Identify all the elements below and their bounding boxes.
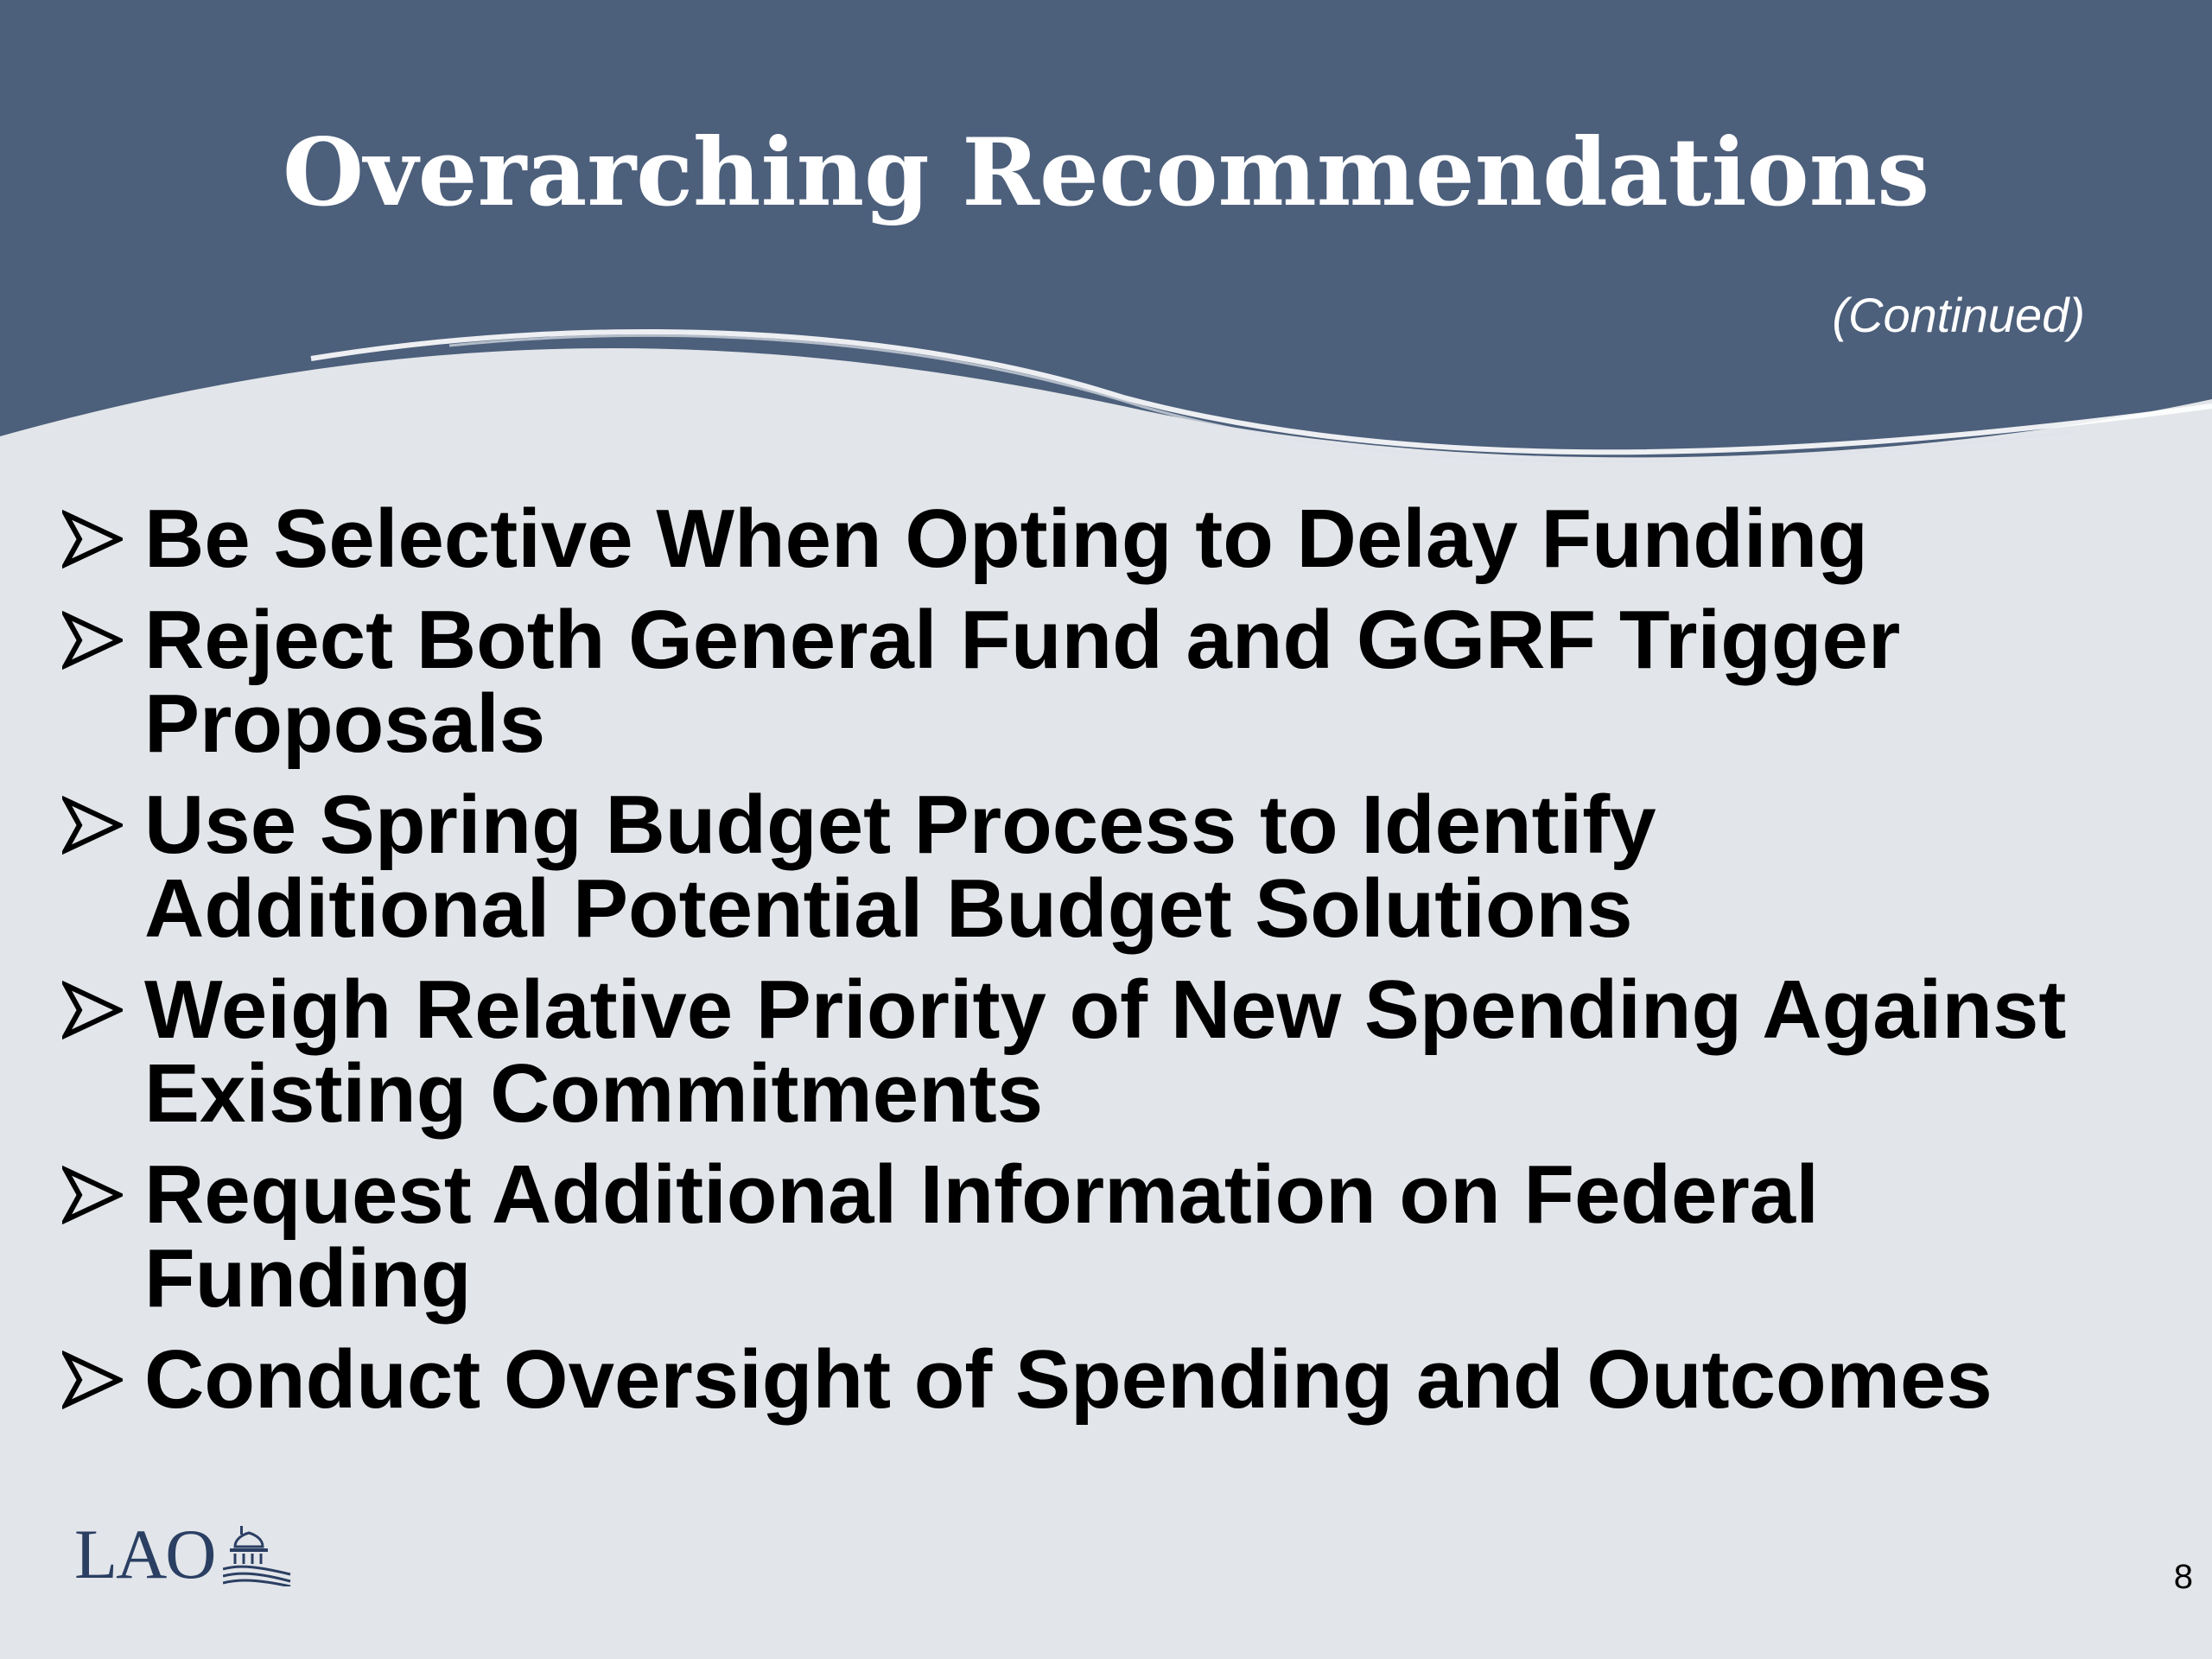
list-item: [62, 779, 2179, 955]
page-number: 8: [2173, 1558, 2193, 1596]
arrowhead-bullet-icon: [62, 610, 123, 671]
list-item: [62, 1333, 2179, 1426]
bullet-line: Request Additional Information on Federal: [144, 1148, 1819, 1241]
list-item: [62, 493, 2179, 585]
lao-logo: [74, 1515, 290, 1593]
bullet-line: Use Spring Budget Process to Identify: [144, 779, 1656, 871]
bullet-line: Additional Potential Budget Solutions: [144, 862, 1633, 955]
continued-label: (Continued): [1832, 288, 2085, 342]
bullet-line: Be Selective When Opting to Delay Funding: [144, 493, 1868, 585]
recommendations-list: [62, 493, 2179, 1439]
bullet-line: Conduct Oversight of Spending and Outcomes: [144, 1333, 1993, 1426]
list-item: [62, 963, 2179, 1140]
arrowhead-bullet-icon: [62, 1165, 123, 1225]
arrowhead-bullet-icon: [62, 509, 123, 569]
list-item: [62, 594, 2179, 770]
arrowhead-bullet-icon: [62, 980, 123, 1040]
arrowhead-bullet-icon: [62, 1350, 123, 1410]
arrowhead-bullet-icon: [62, 795, 123, 855]
bullet-line: Weigh Relative Priority of New Spending Against: [144, 963, 2067, 1056]
bullet-line: Proposals: [144, 677, 546, 770]
logo-text: LAO: [74, 1515, 215, 1593]
list-item: [62, 1148, 2179, 1325]
header-background: [0, 0, 2212, 518]
slide-title: Overarching Recommendations: [282, 118, 1930, 227]
bullet-line: Reject Both General Fund and GGRF Trigger: [144, 594, 1901, 686]
bullet-line: Existing Commitments: [144, 1047, 1044, 1140]
bullet-line: Funding: [144, 1232, 472, 1325]
capitol-dome-icon: [223, 1524, 292, 1586]
